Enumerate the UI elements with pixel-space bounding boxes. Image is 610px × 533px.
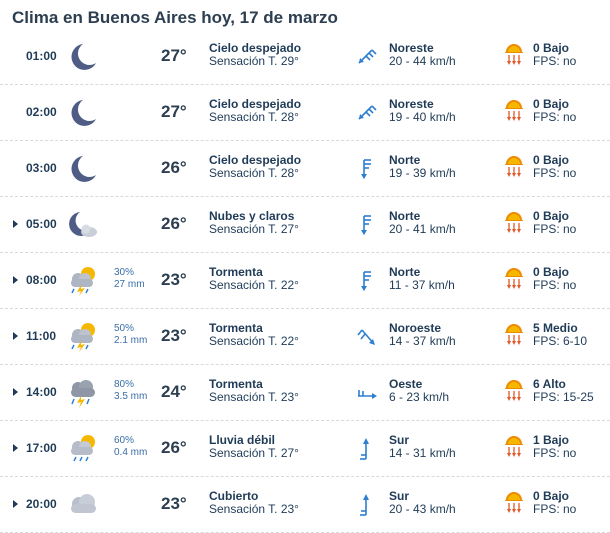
wind-speed: 11 - 37 km/h	[389, 278, 455, 292]
wind	[389, 322, 456, 348]
hour-label: 03:00	[26, 161, 57, 175]
fps-value: FPS: no	[533, 502, 577, 516]
wind-speed: 19 - 39 km/h	[389, 166, 456, 180]
precip-amount: 27 mm	[114, 279, 145, 290]
wind-direction: Norte	[389, 265, 421, 279]
precip-amount: 3.5 mm	[114, 391, 148, 402]
precip-probability: 60%	[114, 435, 135, 446]
condition	[209, 266, 299, 292]
uv-index	[533, 490, 576, 516]
temperature: 26°	[161, 214, 187, 233]
wind-south-icon	[356, 492, 378, 518]
uv-level: 0 Bajo	[533, 97, 570, 111]
precipitation	[114, 323, 147, 347]
wind-north-icon	[356, 268, 378, 294]
thunderstorm-icon	[66, 377, 100, 409]
uv-sun-icon	[504, 99, 524, 125]
forecast-row[interactable]	[0, 477, 610, 533]
moon-cloud-icon	[66, 209, 100, 241]
condition-text: Tormenta	[209, 265, 263, 279]
wind-speed: 19 - 40 km/h	[389, 110, 456, 124]
wind	[389, 42, 456, 68]
feels-like: Sensación T. 23°	[209, 390, 299, 404]
uv-level: 6 Alto	[533, 377, 566, 391]
wind-direction: Noreste	[389, 97, 434, 111]
fps-value: FPS: no	[533, 278, 577, 292]
uv-index	[533, 434, 576, 460]
feels-like: Sensación T. 23°	[209, 502, 299, 516]
wind-north-icon	[356, 212, 378, 238]
forecast-row	[0, 29, 610, 85]
wind	[389, 378, 449, 404]
forecast-row[interactable]	[0, 197, 610, 253]
wind-direction: Norte	[389, 153, 421, 167]
fps-value: FPS: no	[533, 110, 577, 124]
hour-label: 11:00	[26, 329, 57, 343]
uv-index	[533, 154, 576, 180]
wind	[389, 266, 455, 292]
forecast-row[interactable]	[0, 309, 610, 365]
temperature: 27°	[161, 102, 187, 121]
condition	[209, 490, 299, 516]
hour-label: 14:00	[26, 385, 57, 399]
wind-speed: 20 - 41 km/h	[389, 222, 456, 236]
uv-sun-icon	[504, 435, 524, 461]
expand-caret-icon[interactable]	[13, 500, 18, 508]
fps-value: FPS: no	[533, 166, 577, 180]
wind	[389, 210, 456, 236]
wind-northeast-icon	[356, 44, 378, 70]
wind	[389, 490, 456, 516]
fps-value: FPS: 15-25	[533, 390, 594, 404]
condition-text: Cielo despejado	[209, 97, 302, 111]
hour-label: 20:00	[26, 497, 57, 511]
wind-west-icon	[356, 380, 378, 406]
expand-caret-icon[interactable]	[13, 444, 18, 452]
forecast-row[interactable]	[0, 253, 610, 309]
uv-level: 0 Bajo	[533, 41, 570, 55]
hour-label: 17:00	[26, 441, 57, 455]
hour-label: 08:00	[26, 273, 57, 287]
wind-direction: Sur	[389, 433, 410, 447]
wind-speed: 20 - 44 km/h	[389, 54, 456, 68]
uv-index	[533, 210, 576, 236]
uv-level: 5 Medio	[533, 321, 578, 335]
temperature: 26°	[161, 438, 187, 457]
expand-caret-icon[interactable]	[13, 388, 18, 396]
wind	[389, 154, 456, 180]
hour-label: 05:00	[26, 217, 57, 231]
expand-caret-icon[interactable]	[13, 332, 18, 340]
precip-probability: 30%	[114, 267, 135, 278]
wind-direction: Oeste	[389, 377, 423, 391]
page-title: Clima en Buenos Aires hoy, 17 de marzo	[12, 8, 338, 27]
fps-value: FPS: no	[533, 446, 577, 460]
feels-like: Sensación T. 22°	[209, 278, 299, 292]
thunderstorm-sun-icon	[66, 321, 100, 353]
condition	[209, 154, 301, 180]
uv-level: 0 Bajo	[533, 265, 570, 279]
wind-north-icon	[356, 156, 378, 182]
wind	[389, 434, 456, 460]
precipitation	[114, 379, 147, 403]
moon-icon	[66, 153, 100, 185]
temperature: 23°	[161, 326, 187, 345]
expand-caret-icon[interactable]	[13, 220, 18, 228]
condition-text: Tormenta	[209, 321, 263, 335]
uv-level: 0 Bajo	[533, 209, 570, 223]
wind-speed: 14 - 37 km/h	[389, 334, 456, 348]
uv-level: 0 Bajo	[533, 153, 570, 167]
hourly-forecast-list	[0, 29, 610, 533]
wind-speed: 20 - 43 km/h	[389, 502, 456, 516]
condition-text: Cielo despejado	[209, 153, 302, 167]
condition-text: Cielo despejado	[209, 41, 302, 55]
wind-south-icon	[356, 436, 378, 462]
precipitation	[114, 435, 147, 459]
wind-northwest-icon	[356, 324, 378, 350]
fps-value: FPS: no	[533, 222, 577, 236]
condition	[209, 98, 301, 124]
condition	[209, 434, 299, 460]
wind-direction: Sur	[389, 489, 410, 503]
uv-index	[533, 266, 576, 292]
condition-text: Nubes y claros	[209, 209, 295, 223]
condition	[209, 378, 299, 404]
precip-probability: 50%	[114, 323, 135, 334]
hour-label: 02:00	[26, 105, 57, 119]
feels-like: Sensación T. 29°	[209, 54, 299, 68]
wind-direction: Norte	[389, 209, 421, 223]
condition-text: Tormenta	[209, 377, 263, 391]
forecast-row[interactable]	[0, 365, 610, 421]
uv-index	[533, 98, 576, 124]
forecast-row	[0, 141, 610, 197]
uv-sun-icon	[504, 43, 524, 69]
uv-sun-icon	[504, 323, 524, 349]
wind-northeast-icon	[356, 100, 378, 126]
wind	[389, 98, 456, 124]
uv-level: 0 Bajo	[533, 489, 570, 503]
temperature: 24°	[161, 382, 187, 401]
wind-direction: Noreste	[389, 41, 434, 55]
hour-label: 01:00	[26, 49, 57, 63]
uv-sun-icon	[504, 211, 524, 237]
temperature: 23°	[161, 270, 187, 289]
light-rain-sun-icon	[66, 433, 100, 465]
feels-like: Sensación T. 28°	[209, 110, 299, 124]
uv-index	[533, 42, 576, 68]
uv-sun-icon	[504, 267, 524, 293]
temperature: 26°	[161, 158, 187, 177]
uv-sun-icon	[504, 155, 524, 181]
wind-direction: Noroeste	[389, 321, 442, 335]
forecast-row	[0, 85, 610, 141]
wind-speed: 14 - 31 km/h	[389, 446, 456, 460]
uv-sun-icon	[504, 379, 524, 405]
moon-icon	[66, 41, 100, 73]
feels-like: Sensación T. 27°	[209, 446, 299, 460]
feels-like: Sensación T. 28°	[209, 166, 299, 180]
fps-value: FPS: no	[533, 54, 577, 68]
temperature: 27°	[161, 46, 187, 65]
condition	[209, 322, 299, 348]
uv-sun-icon	[504, 491, 524, 517]
uv-level: 1 Bajo	[533, 433, 570, 447]
condition-text: Cubierto	[209, 489, 259, 503]
precip-probability: 80%	[114, 379, 135, 390]
moon-icon	[66, 97, 100, 129]
cloud-icon	[66, 489, 100, 521]
condition	[209, 210, 299, 236]
condition	[209, 42, 301, 68]
temperature: 23°	[161, 494, 187, 513]
precipitation	[114, 267, 145, 291]
uv-index	[533, 378, 594, 404]
expand-caret-icon[interactable]	[13, 276, 18, 284]
uv-index	[533, 322, 587, 348]
fps-value: FPS: 6-10	[533, 334, 588, 348]
wind-speed: 6 - 23 km/h	[389, 390, 450, 404]
precip-amount: 2.1 mm	[114, 335, 148, 346]
feels-like: Sensación T. 22°	[209, 334, 299, 348]
condition-text: Lluvia débil	[209, 433, 276, 447]
precip-amount: 0.4 mm	[114, 447, 148, 458]
feels-like: Sensación T. 27°	[209, 222, 299, 236]
thunderstorm-sun-icon	[66, 265, 100, 297]
forecast-row[interactable]	[0, 421, 610, 477]
